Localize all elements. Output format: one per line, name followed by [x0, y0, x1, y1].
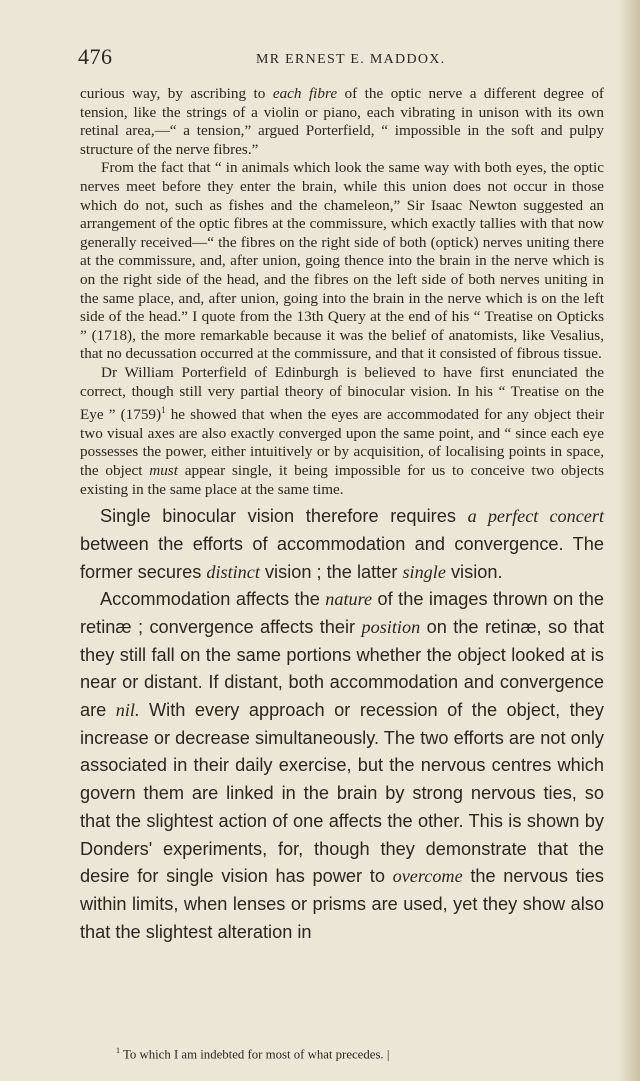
emphasis-text: nil. — [115, 700, 140, 721]
paragraph — [80, 159, 604, 364]
emphasis-text: a perfect concert — [467, 506, 604, 527]
text-run: he showed that when the eyes are accommodated for any object their two visual axes are also exactly converged upon the same point, and “ since each eye possesses the power, either intuitively or by acquisition, of localising points in space, the object — [80, 406, 605, 479]
paragraph — [80, 503, 604, 586]
emphasis-text: single — [402, 561, 446, 582]
text-run: curious way, by ascribing to — [80, 85, 273, 102]
body-text — [80, 85, 604, 946]
small-type-section — [80, 85, 604, 499]
text-run: between the efforts of accommodation and convergence. The former secures — [80, 533, 604, 582]
text-run: vision ; the latter — [259, 561, 403, 582]
emphasis-text: overcome — [392, 866, 463, 887]
text-run: From the fact that “ in animals which look the same way with both eyes, the optic nerves meet before they enter the brain, while this union does not occur in those which do not, such as fishes and the chameleon,” Sir Isaac Newton suggested an arrangement of the optic fibres at the commissure, which exactly tallies with that now generally received—“ the fibres on the right side of both (optick) nerves uniting there at the commissure, and, after union, going thence into the brain in the nerve which is on the right side of the head, and the fibres on the left side of both nerves uniting in the same place, and, after union, going into the brain in the nerve which is on the left side of the head.” I quote from the 13th Query at the end of his “ Treatise on Opticks ” (1718), the more remarkable because it was the belief of anatomists, like Vesalius, that no decussation occurred at the commissure, and that it consisted of fibrous tissue. — [80, 159, 604, 363]
page-header — [78, 40, 598, 70]
paragraph — [80, 586, 604, 946]
running-head: MR ERNEST E. MADDOX. — [256, 52, 446, 67]
text-run: Accommodation affects the — [100, 589, 326, 610]
text-run: Single binocular vision therefore requires — [100, 506, 468, 527]
footnote-marker: 1 — [116, 1046, 120, 1055]
text-run: of the optic nerve a different degree of tension, like the strings of a violin or piano, each vibrating in unison with its own retinal area,—“ a tension,” argued Porterfield, “ impossible in the soft and pulpy structure of the nerve fibres.” — [80, 85, 604, 158]
footnote-text: To which I am indebted for most of what precedes. | — [120, 1047, 390, 1062]
emphasis-text: nature — [325, 589, 373, 610]
paragraph — [80, 85, 604, 159]
text-run: With every approach or recession of the object, they increase or decrease simultaneously. The two efforts are not only associated in their daily exercise, but the nervous centres which govern them are linked in the brain by strong nervous ties, so that the slightest action of one affects the other. This is shown by Donders' experiments, for, though they demonstrate that the desire for single vision has power to — [80, 700, 605, 887]
emphasis-text: must — [149, 461, 178, 479]
paragraph — [80, 364, 604, 499]
large-type-section — [80, 503, 604, 946]
text-run: Dr William Porterfield of Edinburgh is believed to have first enunciated the correct, though still very partial theory of binocular vision. In his “ Treatise on the Eye ” (1759) — [80, 363, 604, 424]
text-run: on the retinæ, so that they still fall on the same portions whether the object looked at is near or distant. If distant, both accommodation and convergence are — [80, 616, 604, 721]
page-edge-shadow — [618, 0, 640, 1081]
text-run: of the images thrown on the retinæ ; convergence affects their — [80, 589, 604, 637]
emphasis-text: position — [361, 616, 421, 637]
text-run: appear single, it being impossible for us to conceive two objects existing in the same place at the same time. — [80, 461, 604, 498]
footnote — [116, 1046, 389, 1062]
emphasis-text: each fibre — [272, 85, 338, 102]
footnote-ref: 1 — [161, 405, 166, 416]
text-run: vision. — [445, 561, 503, 582]
emphasis-text: distinct — [206, 561, 260, 582]
text-run: the nervous ties within limits, when lenses or prisms are used, yet they show also that the slightest alteration in — [80, 866, 604, 942]
page-number: 476 — [78, 44, 113, 69]
